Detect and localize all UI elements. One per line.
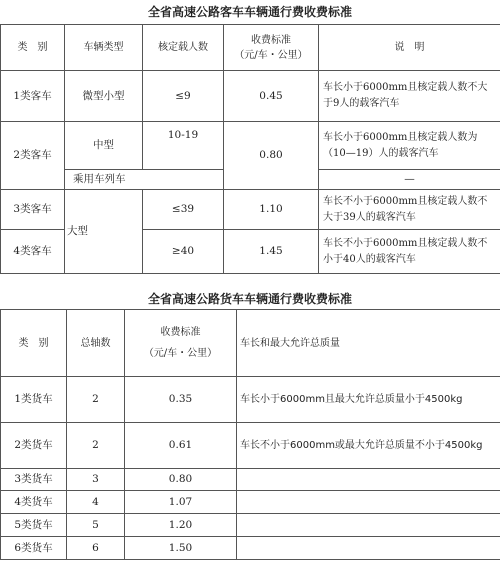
table-row	[1, 71, 500, 122]
table-row	[1, 377, 500, 423]
header-rate	[224, 25, 319, 71]
row-note: 车长不小于6000mm且核定载人数不小于40人的载客汽车	[319, 230, 500, 274]
row-rate: 1.50	[125, 537, 237, 560]
passenger-header-row	[1, 25, 500, 71]
row-axles: 3	[67, 469, 125, 491]
row-note	[237, 491, 500, 514]
row-rate: 0.80	[224, 122, 319, 190]
table-row	[1, 469, 500, 491]
header-category: 类 别	[1, 25, 65, 71]
table-row	[1, 491, 500, 514]
header-category: 类 别	[1, 310, 67, 377]
row-seats: ≥40	[143, 230, 224, 274]
freight-fee-table	[0, 309, 500, 560]
row-category: 2类客车	[1, 122, 65, 190]
header-rate-unit: （元/车・公里）	[234, 49, 308, 61]
header-seats: 核定载人数	[143, 25, 224, 71]
row-note: 车长不小于6000mm且核定载人数不大于39人的载客汽车	[319, 190, 500, 230]
row-vehicle-type: 大型	[65, 190, 143, 274]
row-note: 车长小于6000mm且核定载人数不大于9人的载客汽车	[319, 71, 500, 122]
row-category: 2类货车	[1, 423, 67, 469]
header-rate-label: 收费标准	[251, 34, 291, 46]
row-axles: 6	[67, 537, 125, 560]
row-seats: ≤9	[143, 71, 224, 122]
header-notes: 说 明	[319, 25, 500, 71]
row-rate: 1.07	[125, 491, 237, 514]
row-note: 车长小于6000mm且最大允许总质量小于4500kg	[237, 377, 500, 423]
row-category: 3类货车	[1, 469, 67, 491]
passenger-fee-table	[0, 24, 500, 274]
passenger-table-title: 全省高速公路客车车辆通行费收费标准	[147, 5, 352, 19]
header-axles: 总轴数	[67, 310, 125, 377]
row-seats: 10-19	[143, 122, 224, 170]
table-row	[1, 423, 500, 469]
row-axles: 5	[67, 514, 125, 537]
row-rate: 0.45	[224, 71, 319, 122]
row-vehicle-type: 中型	[65, 122, 143, 170]
freight-table-title: 全省高速公路货车车辆通行费收费标准	[147, 292, 352, 306]
row-category: 6类货车	[1, 537, 67, 560]
row-rate: 0.80	[125, 469, 237, 491]
row-category: 3类客车	[1, 190, 65, 230]
row-vehicle-type: 微型小型	[65, 71, 143, 122]
row-axles: 2	[67, 423, 125, 469]
row-category: 4类货车	[1, 491, 67, 514]
table-row	[1, 514, 500, 537]
row-rate: 1.20	[125, 514, 237, 537]
row-rate: 1.45	[224, 230, 319, 274]
row-category: 5类货车	[1, 514, 67, 537]
header-vehicle-type: 车辆类型	[65, 25, 143, 71]
row-rate: 0.35	[125, 377, 237, 423]
row-category: 4类客车	[1, 230, 65, 274]
row-seats: ≤39	[143, 190, 224, 230]
row-note: 车长小于6000mm且核定载人数为（10—19）人的载客汽车	[319, 122, 500, 170]
row-note: 车长不小于6000mm或最大允许总质量不小于4500kg	[237, 423, 500, 469]
table-row	[1, 190, 500, 230]
row-note	[237, 537, 500, 560]
table-row	[1, 537, 500, 560]
header-notes: 车长和最大允许总质量	[237, 310, 500, 377]
row-rate: 0.61	[125, 423, 237, 469]
row-note	[237, 469, 500, 491]
header-rate	[125, 310, 237, 377]
row-axles: 4	[67, 491, 125, 514]
freight-header-row	[1, 310, 500, 377]
row-category: 1类客车	[1, 71, 65, 122]
row-rate: 1.10	[224, 190, 319, 230]
row-note: —	[319, 170, 500, 190]
row-vehicle-type: 乘用车列车	[65, 170, 224, 190]
table-row	[1, 122, 500, 170]
row-note	[237, 514, 500, 537]
header-rate-label: 收费标准	[160, 327, 201, 338]
header-rate-unit: （元/车・公里）	[143, 348, 218, 359]
row-category: 1类货车	[1, 377, 67, 423]
row-axles: 2	[67, 377, 125, 423]
